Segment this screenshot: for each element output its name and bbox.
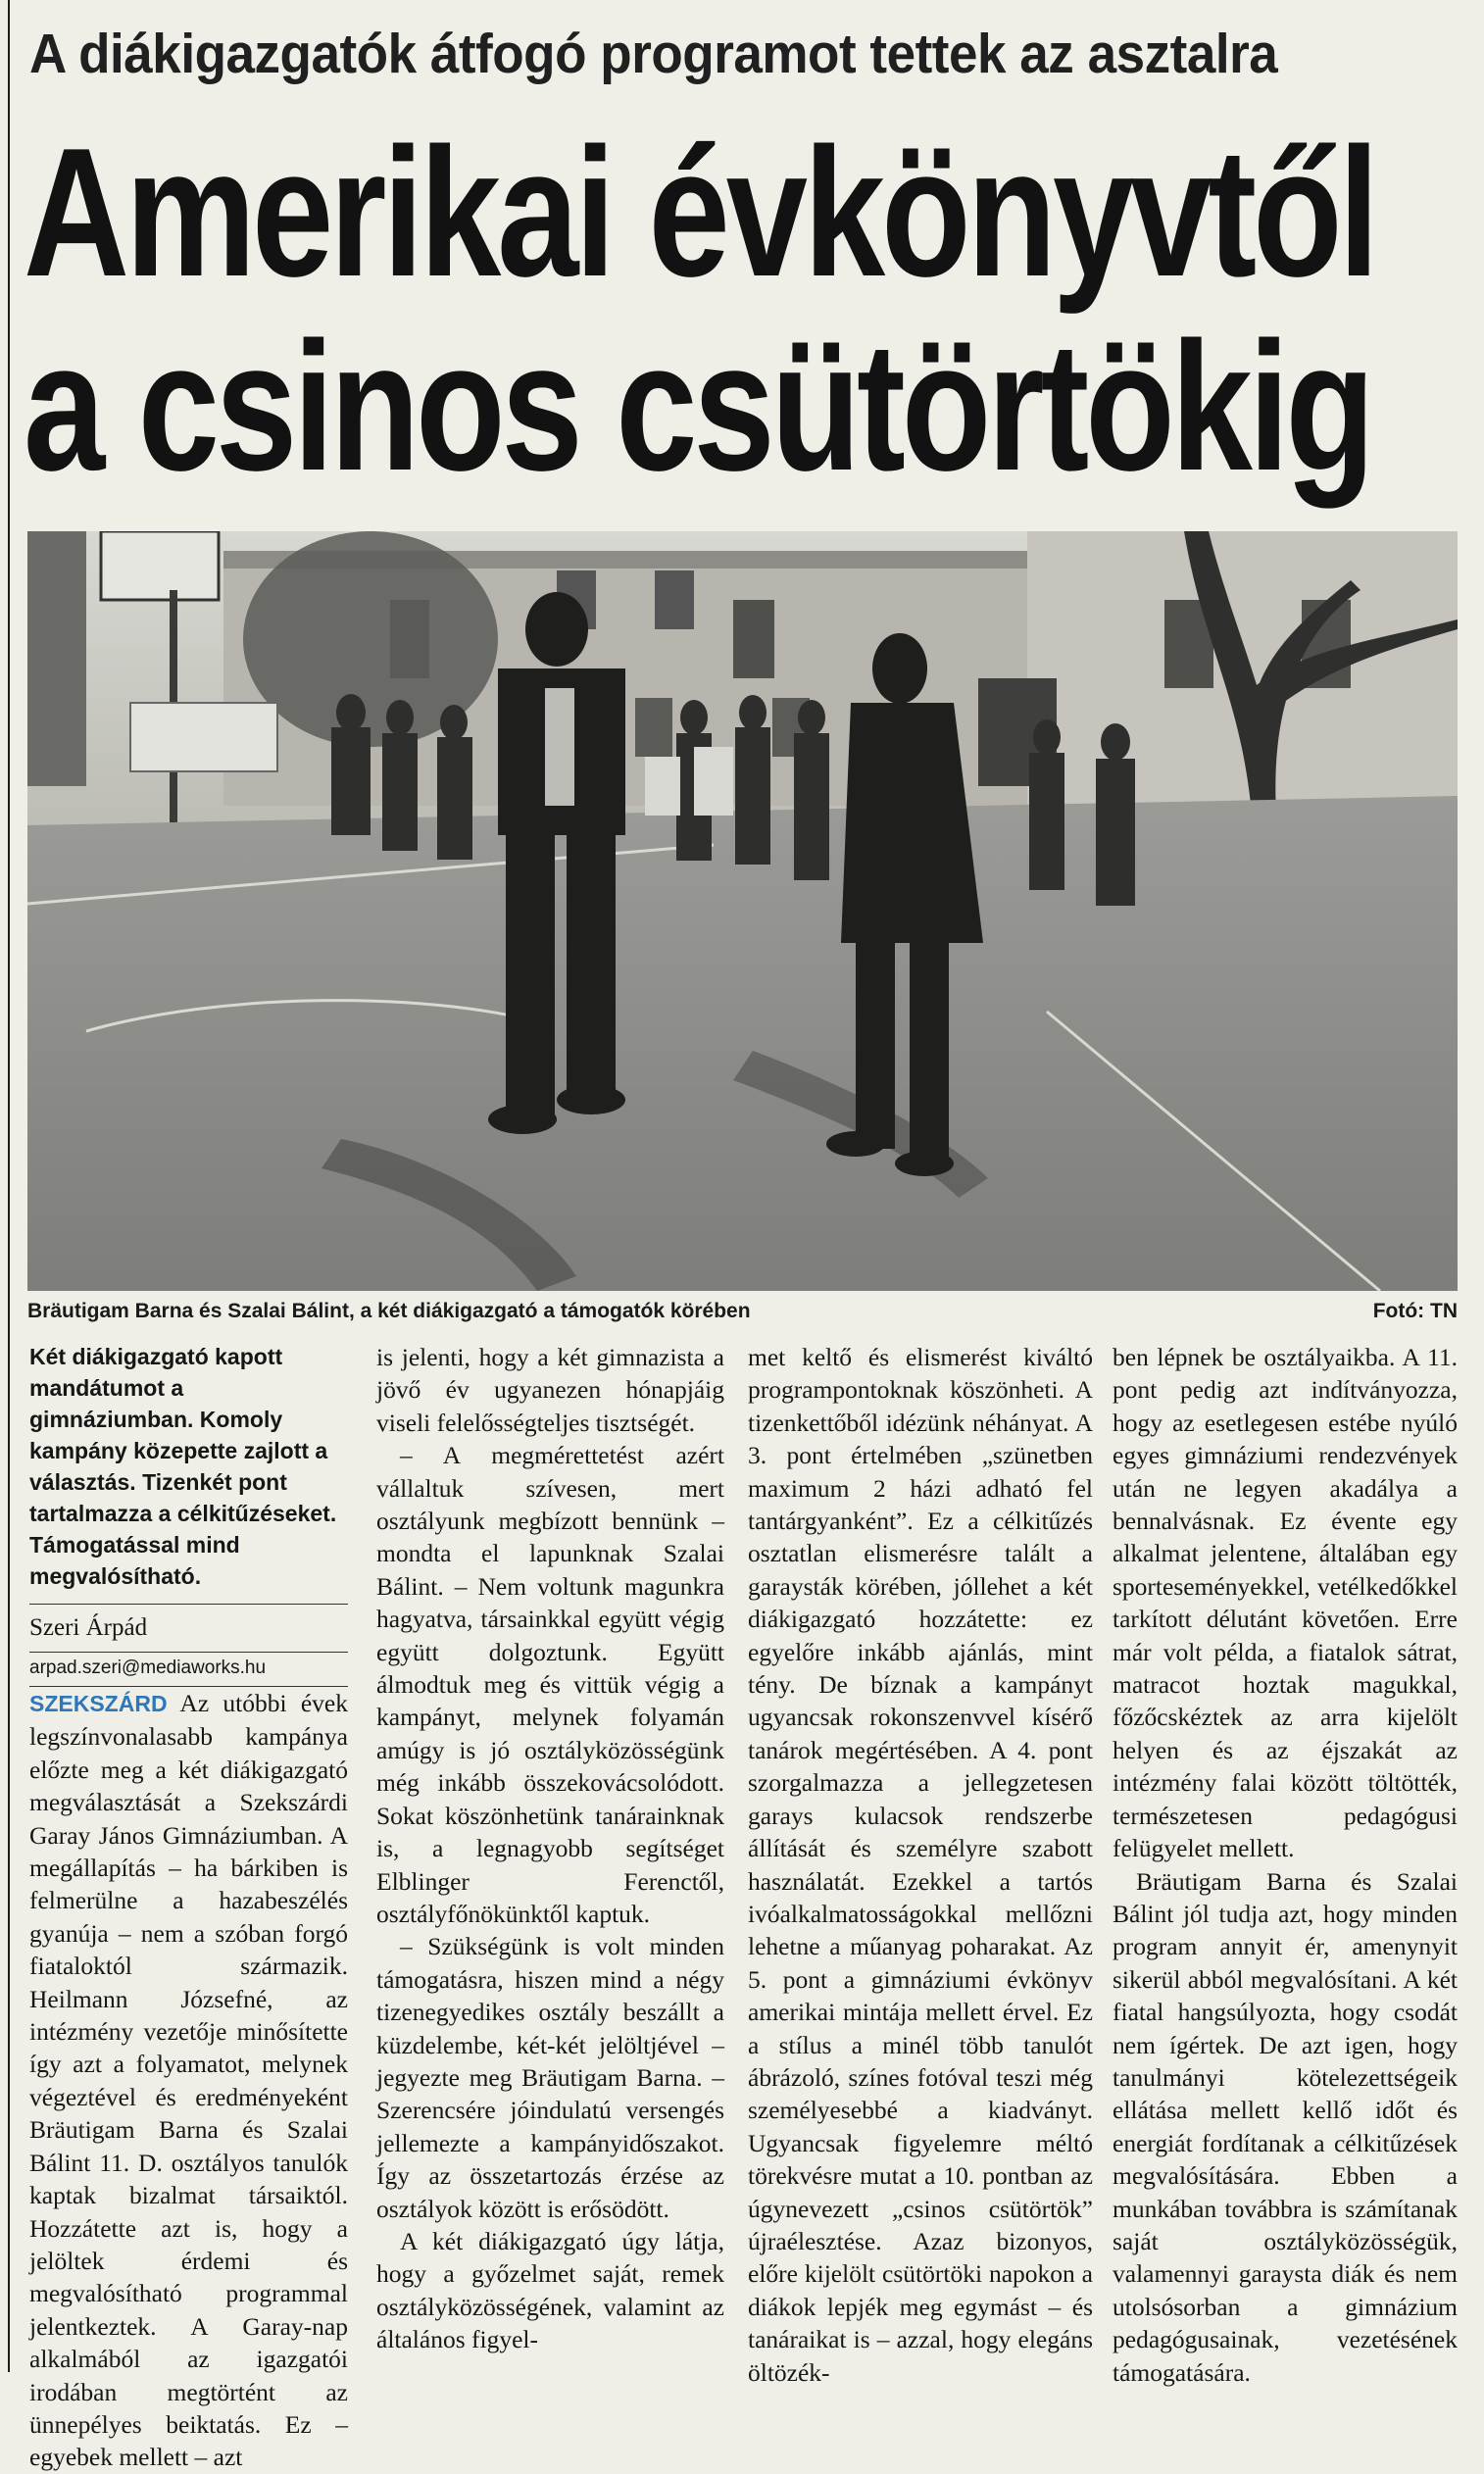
body-paragraph: A két diákigazgató úgy látja, hogy a győzelmet saját, remek osztályközösségének, valamint az általános figyel- xyxy=(376,2226,724,2354)
left-column-rule xyxy=(8,0,10,2372)
body-paragraph xyxy=(29,1687,348,2474)
body-paragraph: – A megmérettetést azért vállaltuk szívesen, mert osztályunk megbízott bennünk – mondta el lapunknak Szalai Bálint. – Nem voltunk magunkra hagyatva, társainkkal együtt végig együtt dolgoztunk. Együtt álmodtuk meg és vittük végig a kampányt, melynek folyamán amúgy is jó osztályközösségünk még inkább összekovácsolódott. Sokat köszönhetünk tanárainknak is, a legnagyobb segítséget Elblinger Ferenctől, osztályfőnökünktől kaptuk. xyxy=(376,1441,724,1928)
author-name: Szeri Árpád xyxy=(29,1604,348,1644)
author-email: arpad.szeri@mediaworks.hu xyxy=(29,1652,348,1687)
dateline: SZEKSZÁRD xyxy=(29,1691,168,1716)
photo-credit: Fotó: TN xyxy=(1372,1300,1458,1322)
body-paragraph: met keltő és elismerést kiváltó programpontoknak köszönheti. A tizenkettőből idézünk néhányat. A 3. pont értelmében „szünetben maximum 2 házi adható fel tantárgyanként”. Ez a célkitűzés osztatlan elismerésre talált a garaysták körében, jóllehet a két diákigazgató hozzátette: ez egyelőre inkább ajánlás, mint tény. De bíznak a kampányt ugyancsak rokonszenvvel kísérő tanárok megértésében. A 4. pont szorgalmazza a jellegzetesen garays kulacsok rendszerbe állítását és személyre szabott használatát. Ezekkel a tartós ivóalkalmatosságokkal mellőzni lehetne a műanyag poharakat. Az 5. pont a gimnáziumi évkönyv amerikai mintája mellett érvel. Ez a stílus a minél több tanulót ábrázoló, színes fotóval teszi még személyesebbé a kiadványt. Ugyancsak figyelemre méltó törekvésre mutat a 10. pontban az úgynevezett „csinos csütörtök” újraélesztése. Azaz bizonyos, előre kijelölt csütörtöki napokon a diákok lepjék meg egymást – és tanáraikat is – azzal, hogy elegáns öltözék- xyxy=(748,1343,1093,2387)
photo-caption-bar xyxy=(27,1292,1458,1331)
article-column-1 xyxy=(29,1341,348,2474)
article-headline xyxy=(24,110,1376,509)
body-paragraph: – Szükségünk is volt minden támogatásra, hiszen mind a négy tizenegyedikes osztály beszállt a küzdelembe, két-két jelöltjével – jegyezte meg Bräutigam Barna. – Szerencsére jóindulatú versengés jellemezte a kampányidőszakot. Így az összetartozás érzése az osztályok között is erősödött. xyxy=(376,1932,724,2223)
article-kicker: A diákigazgatók átfogó programot tettek az asztalra xyxy=(29,23,1278,85)
photo-caption: Bräutigam Barna és Szalai Bálint, a két diákigazgató a támogatók körében xyxy=(27,1300,751,1322)
article-column-3 xyxy=(748,1341,1093,2389)
article-column-4 xyxy=(1113,1341,1458,2389)
body-text-col1: Az utóbbi évek legszínvonalasabb kampánya előzte meg a két diákigazgató megválasztását a Szekszárdi Garay János Gimnáziumban. A megállapítás – ha bárkiben is felmerülne a hazabeszélés gyanúja – nem a szóban forgó fiataloktól származik. Heilmann Józsefné, az intézmény vezetője minősítette így azt a folyamatot, melynek végeztével és eredményeként Bräutigam Barna és Szalai Bálint 11. D. osztályos tanulók kaptak bizalmat társaiktól. Hozzátette azt is, hogy a jelöltek érdemi és megvalósítható programmal jelentkeztek. A Garay-nap alkalmából az igazgatói irodában megtörtént az ünnepélyes beiktatás. Ez – egyebek mellett – azt xyxy=(29,1689,348,2472)
body-paragraph: ben lépnek be osztályaikba. A 11. pont pedig azt indítványozza, hogy az esetlegesen estébe nyúló egyes gimnáziumi rendezvények után ne legyen akadálya a bennalvásnak. Ez évente egy alkalmat jelentene, általában egy sporteseményekkel, vetélkedőkkel tarkított délutánt követően. Erre már volt példa, a fiatalok sátrat, matracot hoztak magukkal, főzőcskéztek az arra kijelölt helyen és az éjszakát az intézmény falai között töltötték, természetesen pedagógusi felügyelet mellett. xyxy=(1113,1343,1458,1863)
schoolyard-photo xyxy=(27,531,1458,1291)
body-paragraph: Bräutigam Barna és Szalai Bálint jól tudja azt, hogy minden program annyit ér, amenynyit sikerül abból megvalósítani. A két fiatal hangsúlyozta, hogy csodát nem ígértek. De azt igen, hogy tanulmányi kötelezettségeik ellátása mellett kellő időt és energiát fordítanak a célkitűzések megvalósítására. Ebben a munkában továbbra is számítanak saját osztályközösségük, valamennyi garaysta diák és nem utolsósorban a gimnázium pedagógusainak, vezetésének támogatására. xyxy=(1113,1866,1458,2387)
headline-line-1: Amerikai évkönyvtől xyxy=(24,110,1376,315)
article-photo xyxy=(27,531,1458,1291)
headline-line-2: a csinos csütörtökig xyxy=(24,304,1371,509)
article-column-2 xyxy=(376,1341,724,2356)
body-paragraph: is jelenti, hogy a két gimnazista a jövő év ugyanezen hónapjáig viseli felelősségteljes tisztségét. xyxy=(376,1343,724,1437)
article-lead: Két diákigazgató kapott mandátumot a gimnáziumban. Komoly kampány közepette zajlott a választás. Tizenkét pont tartalmazza a célkitűzéseket. Támogatással mind megvalósítható. xyxy=(29,1344,337,1589)
